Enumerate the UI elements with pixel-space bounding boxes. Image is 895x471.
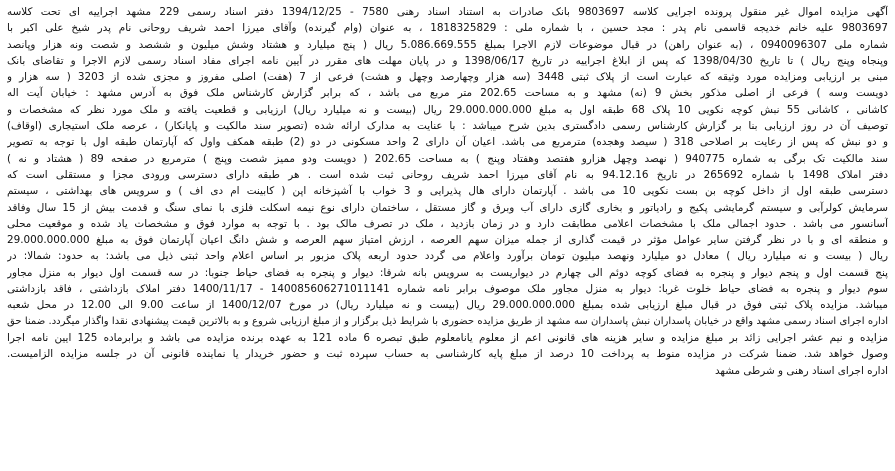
notice-line: وپنجاه وپنج ریال ) تا تاریخ 1398/04/30 که پس از ابلاغ اجراییه در تاریخ 1398/06/17 و در پایان مهلت های مقرر در آیین نامه اجرای مفاد اسناد رسمی لازم الاجرا و تقاضای بانک: [7, 54, 888, 67]
notice-line: و منطقه ای و با در نظر گرفتن سایر عوامل مؤثر در قیمت گذاری از جمله میزان سهم العرصه ، ارزش امتیاز سهم العرصه و شش دانگ اعیان آپارتمان فوق به مبلغ 29.000.000.000: [7, 234, 888, 247]
notice-line: مبنی بر ارزیابی ومزایده مورد وثیقه که عبارت است از پلاک ثبتی 3448 (سه هزار وچهارصد وچهل و هشت) فرعی از 7 (هفت) اصلی مفروز و مجزی شده از 3203 ( سه هزار و: [7, 71, 888, 84]
notice-line: کاشانی ، کاشانی 55 نبش کوچه نکویی 10 پلاک 68 طبقه اول به مبلغ 29.000.000.000 ریال (بیست و نه میلیارد ریال) ارزیابی و قطعیت یافته و ملک مورد نظر که مشخصات و: [7, 103, 888, 116]
notice-line: سرمایش کولرآبی و سیستم گرمایشی پکیج و رادیاتور و بخاری گازی دارای آب وبرق و گاز مستقل ، ساختمان دارای نوع نیمه اسکلت فلزی با نمای سنگ و قدمت بیش از 15 سال وفاقد: [7, 201, 888, 214]
notice-line: اداره اجرای اسناد رسمی مشهد واقع در خیابان پاسداران نبش پاسداران سه مشهد از طریق مزایده حضوری با شرایط ذیل برگزار و از مبلغ ارزیابی شروع و به بالاترین قیمت پیشنهادی نقدا واگذار میگردد. ضمنا حق: [7, 315, 888, 327]
notice-line: دویست وسه ) فرعی از اصلی مذکور بخش 9 (نه) مشهد و به مساحت 202.65 متر مربع می باشد ، که برابر گزارش کارشناس ملک فوق به آدرس مشهد : خیابان آیت اله: [7, 87, 888, 100]
notice-line: دسترسی طبقه اول از داخل کوچه بن بست نکویی 10 می باشد . آپارتمان دارای هال پذیرایی و 3 خواب با آشپزخانه اپن ( کابینت ام دی اف ) و سرویس های بهداشتی ، سیستم: [7, 185, 888, 198]
notice-line: دفتر املاک 1498 با شماره 265692 در تاریخ 94.12.16 به نام آقای میرزا احمد شریف روحانی ثبت شده است . هر طبقه دارای دسترسی ورودی مجزا و مستقلی است که: [7, 168, 888, 181]
notice-line: مزایده و نیم عشر اجرایی زائد بر مبلغ مزایده و سایر هزینه های قانونی اعم از معلوم یانامعلوم طبق تبصره 6 ماده 121 به عهده برنده مزایده می باشد و برابرماده 125 ایین نامه اجرا: [7, 331, 888, 344]
notice-line: سند مالکیت تک برگی به شماره 940775 ( نهصد وچهل هزارو هفتصد وهفتاد وپنج ) به مساحت 202.65 ( دویست ودو ممیز شصت وپنج ) مترمربع در صفحه 89 ( هشتاد و نه ): [7, 152, 888, 165]
notice-line: پنج قسمت اول و پنجم دیوار و پنجره به فضای کوچه دوئم الی چهارم در دیواریست به سرویس بانه شرقا: دیوار و پنجره به فضای حیاط جنوبا: در سه قسمت اول دیوار به منزل مجاور: [7, 266, 888, 279]
notice-line: و دو نبش که پس از رعایت بر اصلاحی 318 ( سیصد وهجده) مترمربع می باشد. اعیان آن دارای 2 واحد مسکونی در دو (2) طبقه همکف واول که آپارتمان طبقه اول با توجه به تصویر: [7, 136, 888, 149]
notice-signature-line: اداره اجرای اسناد رهنی و شرطی مشهد: [714, 364, 888, 377]
notice-line: میباشد. مزایده پلاک ثبتی فوق در قبال مبلغ ارزیابی شده بمبلغ 29.000.000.000 ریال (بیست و نه میلیارد ریال) در مورخ 1400/12/07 از ساعت 9.00 الی 12.00 در محل شعبه: [7, 299, 888, 312]
notice-line: آسانسور می باشد . حدود اجمالی ملک با مشخصات اعلامی مطابقت دارد و در زمان بازدید ، ملک در تصرف مالک بود . با توجه به موارد فوق و مشخصات یاد شده و موقعیت محلی: [7, 217, 888, 230]
notice-line: سوم دیوار و پنجره به فضای حیاط خلوت غربا: دیوار به منزل مجاور ملک موصوف برابر نامه شماره 140085606271011141 - 1400/11/17 دفتر املاک بازداشتی ، فاقد بازداشتی: [7, 283, 888, 296]
notice-line: 9803697 علیه خانم خدیجه قاسمی نام پدر : مجد حسین ، با شماره ملی : 1818325829 ، به عنوان (وام گیرنده) وآقای میرزا احمد شریف روحانی نام پدر شیخ علی اکبر با: [7, 22, 888, 35]
notice-line: وصول خواهد شد. ضمنا شرکت در مزایده منوط به پرداخت 10 درصد از مبلغ پایه کارشناسی به حساب سپرده ثبت و حضور خریدار یا نماینده قانونی آن در جلسه مزایده الزامیست.: [7, 348, 888, 361]
notice-line: شماره ملی 0940096307 ، (به عنوان راهن) در قبال موضوعات لازم الاجرا بمبلغ 5.086.669.555 ریال ( پنج میلیارد و هشتاد وشش میلیون و ششصد و شصت ونه هزار وپانصد: [7, 38, 888, 51]
notice-line: توصیف آن در روز ارزیابی بنا بر گزارش کارشناس رسمی دادگستری بدین شرح میباشد : با عنایت به مدارک ارائه شده (تصویر سند مالکیت و پایانکار) ، عرصه ملک استیجاری (اوقاف): [7, 120, 888, 133]
notice-line: ریال ( بیست و نه میلیارد ریال ) معادل دو میلیارد ونهصد میلیون تومان برآورد واعلام می گردد حدود اربعه پلاک مزبور بر اساس اعلام واحد ثبتی ذیل می باشد: به حدود: شمالا: در: [7, 250, 888, 263]
notice-line: آگهی مزایده اموال غیر منقول پرونده اجرایی کلاسه 9803697 بانک صادرات به استناد اسناد رهنی 7580 - 1394/12/25 دفتر اسناد رسمی 229 مشهد اجراییه ای تحت کلاسه: [7, 6, 888, 18]
